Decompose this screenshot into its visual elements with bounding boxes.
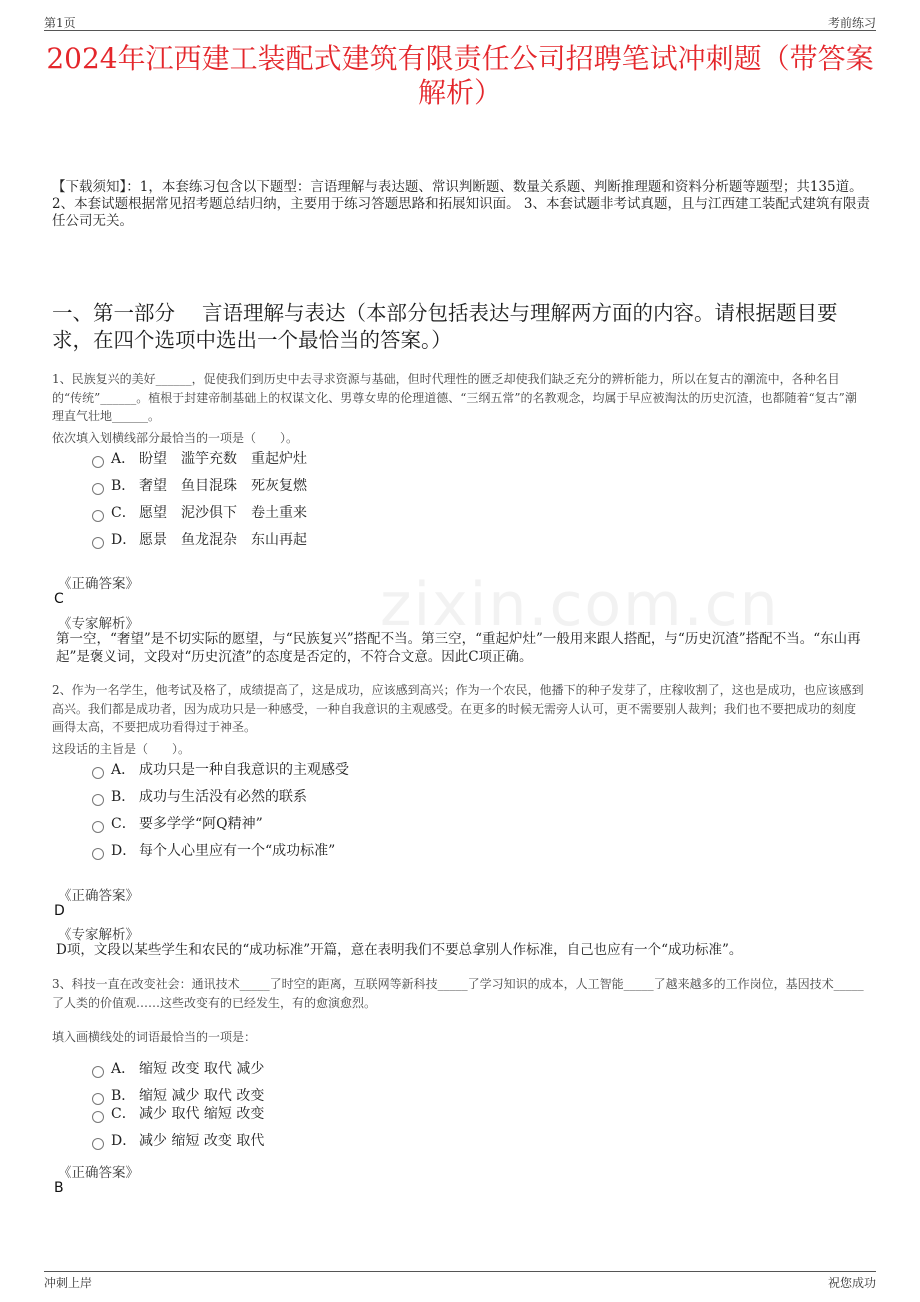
radio-icon[interactable]: [92, 821, 104, 833]
answer-label: 《正确答案》: [58, 576, 139, 592]
document-title: 2024年江西建工装配式建筑有限责任公司招聘笔试冲刺题（带答案解析）: [46, 42, 874, 109]
question-3-prompt: 填入画横线处的词语最恰当的一项是：: [52, 1030, 257, 1044]
question-2-stem: 2、作为一名学生，他考试及格了，成绩提高了，这是成功，应该感到高兴；作为一个农民，他播下的种子发芽了，庄稼收割了，这也是成功，也应该感到高兴。我们都是成功者，因为成功只是一种感受，一种自我意识的主观感受。在更多的时候无需旁人认可，更不需要别人裁判；我们也不要把成功的刻度画得太高，不要把成功看得过于神圣。: [52, 683, 864, 734]
footer-right-slogan: 祝您成功: [827, 1276, 876, 1290]
question-3-stem: 3、科技一直在改变社会：通讯技术_____了时空的距离，互联网等新科技_____了学习知识的成本，人工智能_____了越来越多的工作岗位，基因技术_____了人类的价值观……这些改变有的已经发生，有的愈演愈烈。: [52, 977, 864, 1010]
radio-icon[interactable]: [92, 1066, 104, 1078]
question-2-analysis: D项，文段以某些学生和农民的“成功标准”开篇，意在表明我们不要总拿别人作标准，自己也应有一个“成功标准”。: [56, 942, 743, 958]
download-notice: 【下载须知】：1，本套练习包含以下题型：言语理解与表达题、常识判断题、数量关系题、判断推理题和资料分析题等题型；共135道。 2、本套试题根据常见招考题总结归纳，主要用于练习答题思路和拓展知识面。 3、本套试题非考试真题，且与江西建工装配式建筑有限责任公司无关。: [52, 179, 870, 229]
question-1-analysis: 第一空，“奢望”是不切实际的愿望，与“民族复兴”搭配不当。第三空，“重起炉灶”一般用来跟人搭配，与“历史沉渣”搭配不当。“东山再起”是褒义词，文段对“历史沉渣”的态度是否定的，不符合文意。因此C项正确。: [56, 631, 861, 665]
answer-label: 《正确答案》: [58, 888, 139, 904]
radio-icon[interactable]: [92, 456, 104, 468]
analysis-label: 《专家解析》: [58, 927, 139, 943]
question-1-stem: 1、民族复兴的美好______，促使我们到历史中去寻求资源与基础，但时代理性的匮乏却使我们缺乏充分的辨析能力，所以在复古的潮流中，各种名目的“传统”______。植根于封建帝制基础上的权谋文化、男尊女卑的伦理道德、“三纲五常”的名教观念，均属于早应被淘汰的历史沉渣，也都随着“复古”潮理直气壮地______。: [52, 372, 857, 423]
radio-icon[interactable]: [92, 794, 104, 806]
watermark: zixin.com.cn: [380, 570, 780, 640]
page-header: [44, 14, 876, 31]
question-1-prompt: 依次填入划横线部分最恰当的一项是（ ）。: [52, 431, 299, 445]
radio-icon[interactable]: [92, 767, 104, 779]
radio-icon[interactable]: [92, 1138, 104, 1150]
analysis-label: 《专家解析》: [58, 616, 139, 632]
radio-icon[interactable]: [92, 1111, 104, 1123]
radio-icon[interactable]: [92, 483, 104, 495]
page-number: 第1页: [44, 16, 76, 30]
footer-left-slogan: 冲刺上岸: [44, 1276, 93, 1290]
question-2-prompt: 这段话的主旨是（ ）。: [52, 742, 191, 756]
question-1-option-d[interactable]: D． 愿景 鱼龙混杂 东山再起: [92, 530, 307, 550]
section-title: 一、第一部分 言语理解与表达（本部分包括表达与理解两方面的内容。请根据题目要求，在四个选项中选出一个最恰当的答案。）: [52, 301, 838, 352]
question-1-option-b[interactable]: B． 奢望 鱼目混珠 死灰复燃: [92, 476, 307, 496]
question-1-option-c[interactable]: C． 愿望 泥沙俱下 卷土重来: [92, 503, 307, 523]
question-3-option-c[interactable]: C． 减少 取代 缩短 改变: [92, 1104, 264, 1124]
question-2-option-c[interactable]: C． 要多学学“阿Q精神”: [92, 814, 263, 834]
question-3-option-d[interactable]: D． 减少 缩短 改变 取代: [92, 1131, 264, 1151]
header-tag: 考前练习: [827, 16, 876, 30]
page-footer: [44, 1271, 876, 1290]
question-2-option-a[interactable]: A． 成功只是一种自我意识的主观感受: [92, 760, 349, 780]
question-3-option-a[interactable]: A． 缩短 改变 取代 减少: [92, 1059, 264, 1079]
question-2-option-b[interactable]: B． 成功与生活没有必然的联系: [92, 787, 307, 807]
question-1-option-a[interactable]: A． 盼望 滥竽充数 重起炉灶: [92, 449, 307, 469]
answer-label: 《正确答案》: [58, 1165, 139, 1181]
question-3-option-b[interactable]: B． 缩短 减少 取代 改变: [92, 1086, 264, 1106]
radio-icon[interactable]: [92, 848, 104, 860]
radio-icon[interactable]: [92, 537, 104, 549]
question-2-option-d[interactable]: D． 每个人心里应有一个“成功标准”: [92, 841, 335, 861]
question-2-answer: D: [54, 903, 65, 919]
radio-icon[interactable]: [92, 510, 104, 522]
question-1-answer: C: [54, 591, 64, 607]
question-3-answer: B: [54, 1180, 64, 1196]
